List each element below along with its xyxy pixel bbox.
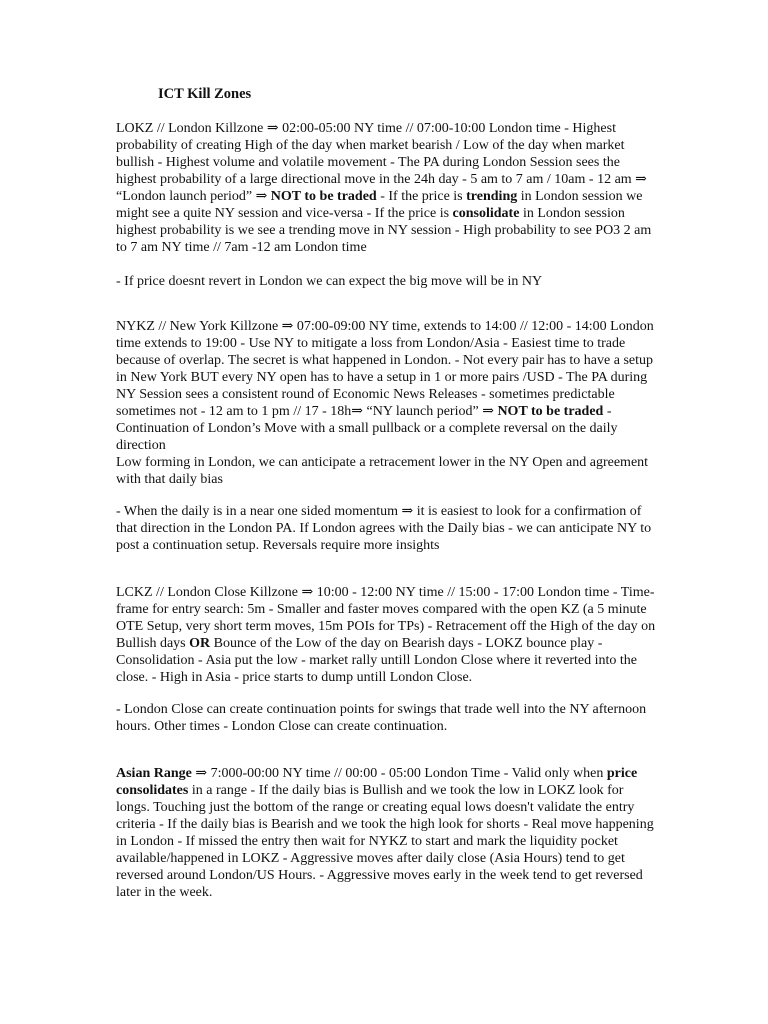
lokz-text: LOKZ // London Killzone ⇒ 02:00-05:00 NY time // 07:00-10:00 London time - Highest probability of creating High of the day when market bearish / Low of the day when market bullish - Highest volume and volatile movement - The PA during London Session sees the highest probability of a large directional move in the 24h day - 5 am to 7 am / 10am - 12 am ⇒ “London launch period” ⇒ <box>116 121 647 204</box>
page-title: ICT Kill Zones <box>158 86 252 102</box>
lckz-paragraph <box>116 584 656 686</box>
nykz-text: NYKZ // New York Killzone ⇒ 07:00-09:00 NY time, extends to 14:00 // 12:00 - 14:00 London time extends to 19:00 - Use NY to mitigate a loss from London/Asia - Easiest time to trade because of overlap. The secret is what happened in London. - Not every pair has to have a setup in New York BUT every NY open has to have a setup in 1 or more pairs /USD - The PA during NY Session sees a consistent round of Economic News Releases - sometimes predictable sometimes not - 12 am to 1 pm // 17 - 18h⇒ “NY launch period” ⇒ <box>116 319 654 419</box>
lckz-note: - London Close can create continuation points for swings that trade well into the NY afternoon hours. Other times - London Close can create continuation. <box>116 702 647 734</box>
nykz-not-traded: NOT to be traded <box>497 404 604 419</box>
lokz-text: in London session we might see a quite NY session and vice-versa - If the price is <box>116 189 643 221</box>
nykz-text: - Continuation of London’s Move with a small pullback or a complete reversal on the daily direction <box>116 404 618 453</box>
lckz-or: OR <box>189 636 211 651</box>
asian-price-consolidates: price consolidates <box>116 766 638 798</box>
lckz-text: LCKZ // London Close Killzone ⇒ 10:00 - 12:00 NY time // 15:00 - 17:00 London time - Time-frame for entry search: 5m - Smaller and faster moves compared with the open KZ (a 5 minute OTE Setup, very short term moves, 15m POIs for TPs) - Retracement off the High of the day on Bullish days <box>116 585 656 651</box>
asian-range-label: Asian Range <box>116 766 192 781</box>
nykz-note: - When the daily is in a near one sided momentum ⇒ it is easiest to look for a confirmation of that direction in the London PA. If London agrees with the Daily bias - we can anticipate NY to post a continuation setup. Reversals require more insights <box>116 504 652 553</box>
lokz-not-traded: NOT to be traded <box>270 189 377 204</box>
asian-text: ⇒ 7:000-00:00 NY time // 00:00 - 05:00 London Time - Valid only when <box>191 766 607 781</box>
lokz-text: - If the price is <box>376 189 467 204</box>
nykz-paragraph <box>116 318 656 488</box>
lokz-consolidate: consolidate <box>452 206 520 221</box>
lokz-text: in London session highest probability is we see a trending move in NY session - High probability to see PO3 2 am to 7 am NY time // 7am -12 am London time <box>116 206 652 255</box>
lokz-note: - If price doesnt revert in London we can expect the big move will be in NY <box>116 274 543 289</box>
asian-text: in a range - If the daily bias is Bullish and we took the low in LOKZ look for longs. Touching just the bottom of the range or creating equal lows doesn't validate the entry criteria - If the daily bias is Bearish and we took the high look for shorts - Real move happening in London - If missed the entry then wait for NYKZ to start and mark the liquidity pocket available/happened in LOKZ - Aggressive moves after daily close (Asia Hours) tend to get reversed around London/US Hours. - Aggressive moves early in the week tend to get reversed later in the week. <box>116 783 654 900</box>
lokz-paragraph <box>116 120 656 256</box>
asian-paragraph <box>116 765 656 901</box>
nykz-low-forming: Low forming in London, we can anticipate a retracement lower in the NY Open and agreement with that daily bias <box>116 455 649 487</box>
lokz-trending: trending <box>466 189 518 204</box>
lckz-text: Bounce of the Low of the day on Bearish days - LOKZ bounce play - Consolidation - Asia put the low - market rally untill London Close where it reverted into the close. - High in Asia - price starts to dump untill London Close. <box>116 636 638 685</box>
